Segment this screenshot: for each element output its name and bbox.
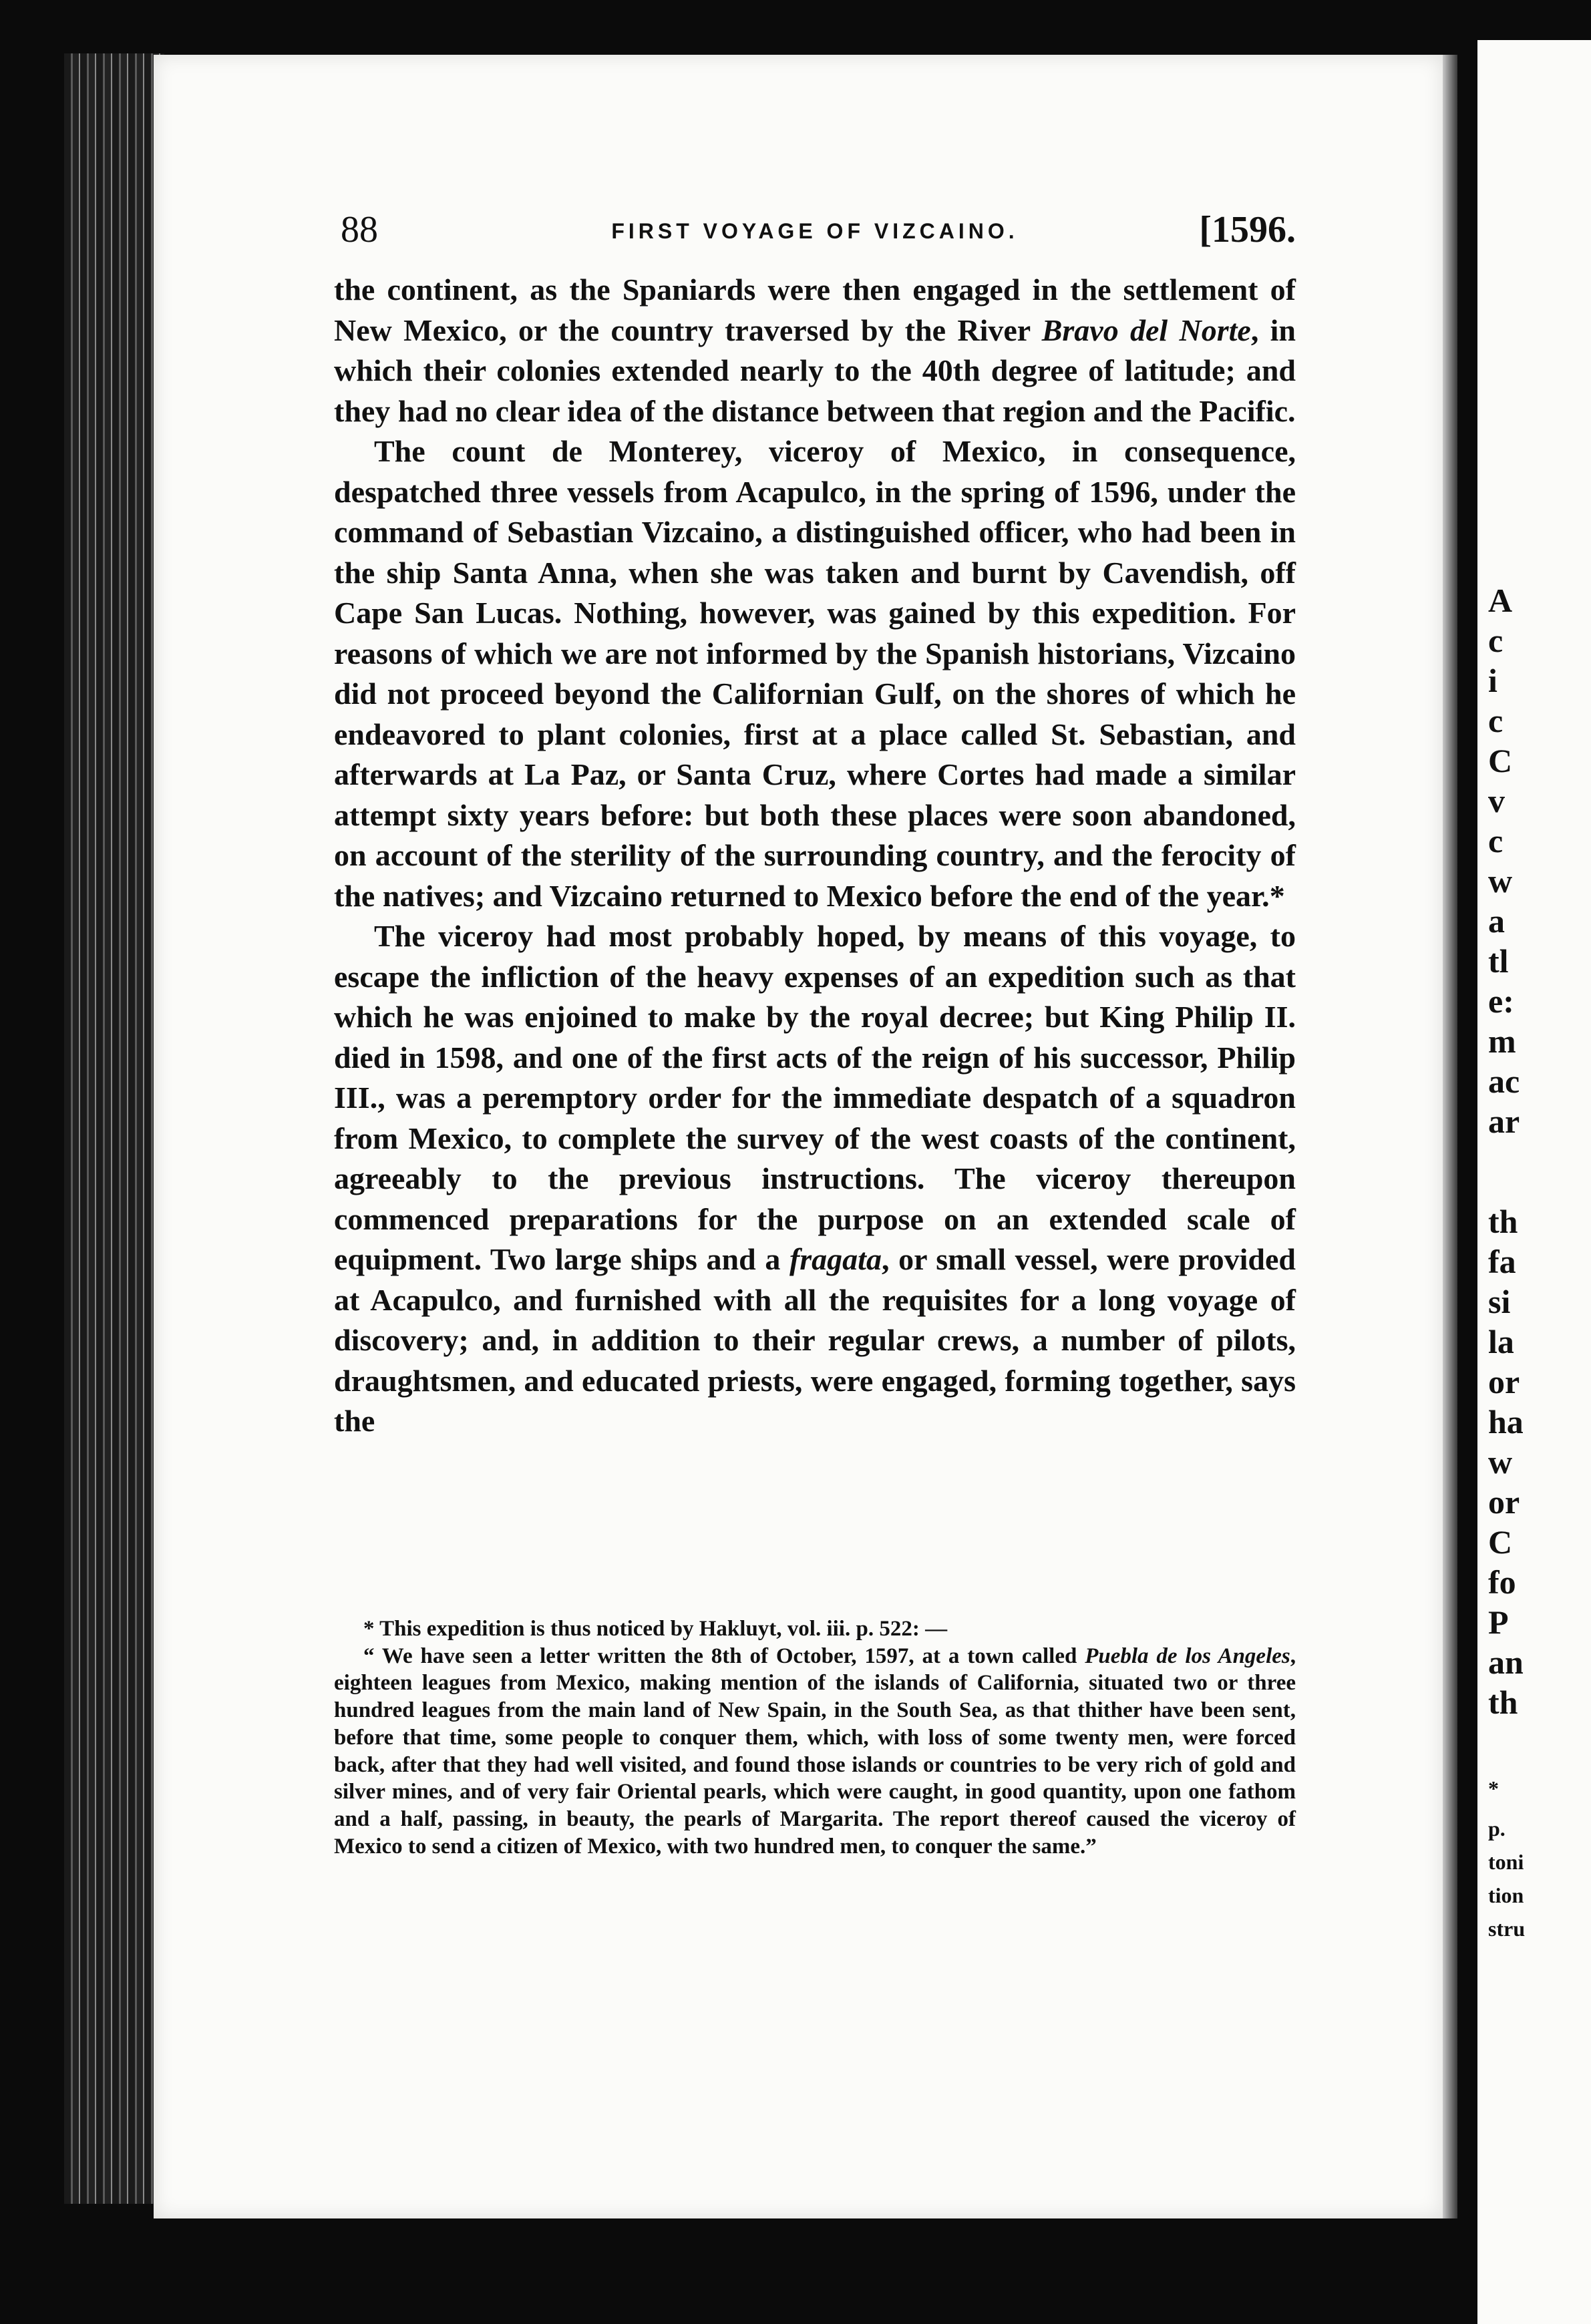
facing-page-fragment-text: fo [1488, 1563, 1516, 1601]
footnote [334, 1615, 1296, 1860]
book-page-edges [64, 53, 164, 2204]
facing-page-fragment-text: an [1488, 1643, 1524, 1681]
body-text [334, 270, 1296, 1442]
paragraph-3: The viceroy had most probably hoped, by means of this voyage, to escape the infliction of the heavy expenses of an expedition such as that which he was enjoined to make by the royal decree; but King Philip II. died in 1598, and one of the first acts of the reign of his successor, Philip III., was a peremptory order for the immediate despatch of a squadron from Mexico, to complete the survey of the west coasts of the continent, agreeably to the previous instructions. The viceroy thereupon commenced preparations for the purpose on an extended scale of equipment. Two large ships and a fragata, or small vessel, were provided at Acapulco, and furnished with all the requisites for a long voyage of discovery; and, in addition to their regular crews, a number of pilots, draughtsmen, and educated priests, were engaged, forming together, says the [334, 919, 1296, 1438]
page-number: 88 [341, 209, 378, 250]
facing-page-fragment-text: C [1488, 1523, 1513, 1561]
paragraph-1: the continent, as the Spaniards were then engaged in the settlement of New Mexico, or the country traversed by the River Bravo del Norte, in which their colonies extended nearly to the 40th degree of latitude; and they had no clear idea of the distance between that region and the Pacific. [334, 272, 1296, 428]
facing-page-fragment-text: e: [1488, 982, 1514, 1020]
facing-page-fragment-text: w [1488, 862, 1513, 900]
facing-page-fragment [1477, 40, 1591, 2324]
facing-page-fragment-text: tion [1488, 1883, 1524, 1907]
footnote-marker[interactable]: * [1269, 878, 1285, 913]
facing-page-fragment-text: ac [1488, 1062, 1520, 1100]
facing-page-fragment-text: w [1488, 1443, 1513, 1481]
facing-page-fragment-text: fa [1488, 1243, 1516, 1280]
chapter-running-title: FIRST VOYAGE OF VIZCAINO. [611, 219, 1019, 243]
facing-page-fragment-text: m [1488, 1022, 1516, 1060]
footnote-intro: * This expedition is thus noticed by Hakluyt, vol. iii. p. 522: — [363, 1617, 948, 1641]
facing-page-fragment-text: P [1488, 1603, 1509, 1641]
facing-page-fragment-text: th [1488, 1684, 1518, 1721]
facing-page-fragment-text: c [1488, 702, 1504, 739]
running-head [334, 208, 1296, 262]
facing-page-fragment-text: C [1488, 742, 1513, 779]
facing-page-fragment-text: ha [1488, 1403, 1524, 1440]
facing-page-fragment-text: c [1488, 622, 1504, 659]
facing-page-fragment-text: si [1488, 1283, 1511, 1320]
facing-page-fragment-text: la [1488, 1323, 1514, 1360]
facing-page-fragment-text: c [1488, 822, 1504, 859]
facing-page-fragment-text: or [1488, 1483, 1520, 1521]
facing-page-fragment-text: th [1488, 1203, 1518, 1240]
facing-page-fragment-text: v [1488, 782, 1505, 819]
facing-page-fragment-text: stru [1488, 1917, 1526, 1941]
running-year: [1596. [1199, 209, 1296, 250]
facing-page-fragment-text: * [1488, 1776, 1499, 1800]
facing-page-fragment-text: i [1488, 662, 1497, 699]
facing-page-fragment-text: or [1488, 1363, 1520, 1400]
facing-page-fragment-text: A [1488, 582, 1513, 619]
facing-page-fragment-text: p. [1488, 1816, 1506, 1841]
paragraph-2: The count de Monterey, viceroy of Mexico, in consequence, despatched three vessels from Acapulco, in the spring of 1596, under the command of Sebastian Vizcaino, a distinguished officer, who had been in the ship Santa Anna, when she was taken and burnt by Cavendish, off Cape San Lucas. Nothing, however, was gained by this expedition. For reasons of which we are not informed by the Spanish historians, Vizcaino did not proceed beyond the Californian Gulf, on the shores of which he endeavored to plant colonies, first at a place called St. Sebastian, and afterwards at La Paz, or Santa Cruz, where Cortes had made a similar attempt sixty years before: but both these places were soon abandoned, on account of the sterility of the surrounding country, and the ferocity of the natives; and Vizcaino returned to Mexico before the end of the year.* [334, 434, 1296, 913]
footnote-quote: “ We have seen a letter written the 8th of October, 1597, at a town called Puebla de los Angeles, eighteen leagues from Mexico, making mention of the islands of California, situated two or three hundred leagues from the main land of New Spain, in the South Sea, as that thither have been sent, before that time, some people to conquer them, which, with loss of some twenty men, were forced back, after that they had well visited, and found those islands or countries to be very rich of gold and silver mines, and of very fair Oriental pearls, which were caught, in good quantity, upon one fathom and a half, passing, in beauty, the pearls of Margarita. The report thereof caused the viceroy of Mexico to send a citizen of Mexico, with two hundred men, to conquer the same.” [334, 1643, 1296, 1859]
facing-page-fragment-text: tl [1488, 942, 1509, 980]
facing-page-fragment-text: a [1488, 902, 1505, 940]
facing-page-fragment-text: ar [1488, 1103, 1520, 1140]
facing-page-fragment-text: toni [1488, 1850, 1524, 1874]
